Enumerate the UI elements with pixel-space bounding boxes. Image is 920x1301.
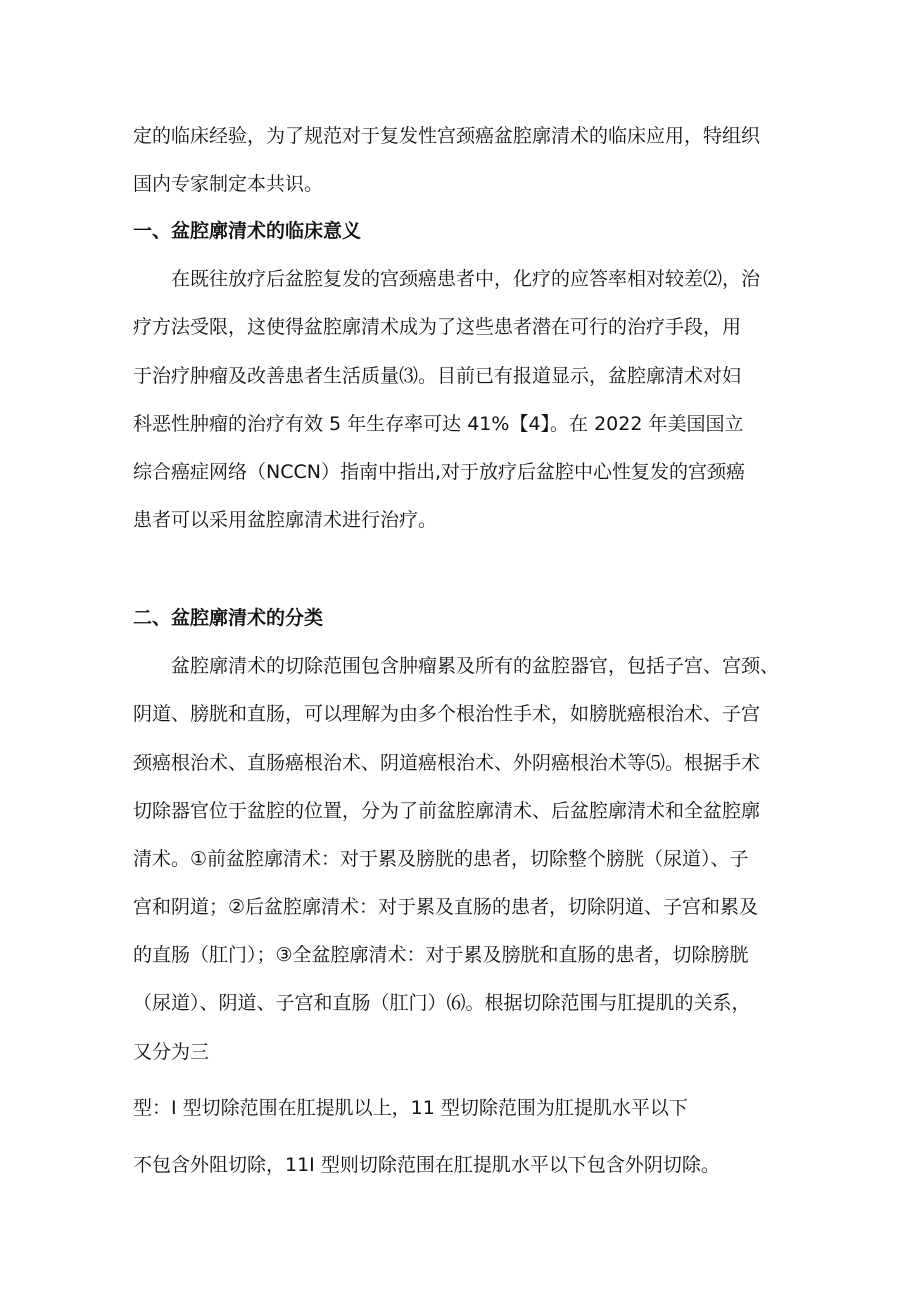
section-heading-clinical-significance: 一、盆腔廓清术的临床意义: [133, 220, 362, 242]
paragraph-line: 盆腔廓清术的切除范围包含肿瘤累及所有的盆腔器官，包括子宫、宫颈、: [171, 655, 780, 677]
paragraph-line: 阴道、膀胱和直肠，可以理解为由多个根治性手术，如膀胱癌根治术、子宫: [133, 703, 761, 725]
paragraph-line: 切除器官位于盆腔的位置，分为了前盆腔廓清术、后盆腔廓清术和全盆腔廓: [133, 800, 761, 822]
paragraph-line: 综合癌症网络（NCCN）指南中指出,对于放疗后盆腔中心性复发的宫颈癌: [133, 461, 746, 483]
paragraph-line: 不包含外阻切除，11I 型则切除范围在肛提肌水平以下包含外阴切除。: [133, 1154, 720, 1176]
paragraph-line: 型：I 型切除范围在肛提肌以上，11 型切除范围为肛提肌水平以下: [133, 1097, 688, 1119]
intro-line: 定的临床经验，为了规范对于复发性宫颈癌盆腔廓清术的临床应用，特组织: [133, 125, 761, 147]
paragraph-line: 颈癌根治术、直肠癌根治术、阴道癌根治术、外阴癌根治术等⑸。根据手术: [133, 752, 761, 774]
paragraph-line: 宫和阴道；②后盆腔廓清术：对于累及直肠的患者，切除阴道、子宫和累及: [133, 896, 759, 918]
paragraph-line: 又分为三: [133, 1041, 210, 1063]
paragraph-line: 疗方法受限，这使得盆腔廓清术成为了这些患者潜在可行的治疗手段，用: [133, 316, 742, 338]
paragraph-line: （尿道）、阴道、子宫和直肠（肛门）⑹。根据切除范围与肛提肌的关系，: [133, 992, 751, 1014]
intro-line: 国内专家制定本共识。: [133, 173, 324, 195]
paragraph-line: 的直肠（肛门）；③全盆腔廓清术：对于累及膀胱和直肠的患者，切除膀胱: [133, 944, 749, 966]
paragraph-line: 在既往放疗后盆腔复发的宫颈癌患者中，化疗的应答率相对较差⑵，治: [171, 268, 761, 290]
paragraph-line: 科恶性肿瘤的治疗有效 5 年生存率可达 41%【4】。在 2022 年美国国立: [133, 413, 744, 435]
section-heading-classification: 二、盆腔廓清术的分类: [133, 607, 324, 629]
paragraph-line: 清术。①前盆腔廓清术：对于累及膀胱的患者，切除整个膀胱（尿道）、子: [133, 848, 749, 870]
paragraph-line: 患者可以采用盆腔廓清术进行治疗。: [133, 509, 438, 531]
paragraph-line: 于治疗肿瘤及改善患者生活质量⑶。目前已有报道显示，盆腔廓清术对妇: [133, 365, 742, 387]
